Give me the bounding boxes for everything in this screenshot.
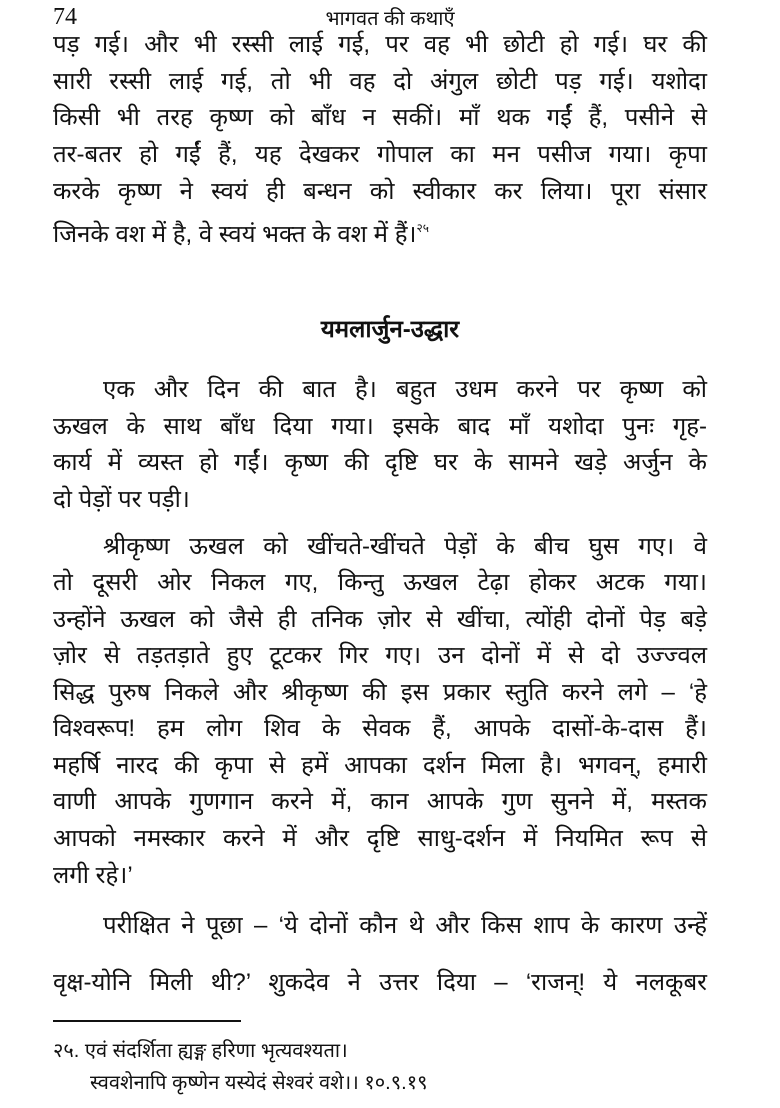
text-line: वृक्ष-योनि मिली थी?’ शुकदेव ने उत्तर दिया – ‘राजन्! ये नलकूबर [53, 969, 707, 996]
text-line: एक और दिन की बात है। बहुत उधम करने पर कृष्ण को [103, 376, 707, 403]
text-line: वाणी आपके गुणगान करने में, कान आपके गुण सुनने में, मस्तक [53, 788, 707, 815]
text-line: ऊखल के साथ बाँध दिया गया। इसके बाद माँ यशोदा पुनः गृह- [53, 413, 707, 440]
text-line: विश्वरूप! हम लोग शिव के सेवक हैं, आपके दासों-के-दास हैं। [53, 715, 707, 742]
running-title: भागवत की कथाएँ [325, 8, 455, 30]
footnote-line: स्ववशेनापि कृष्णेन यस्येदं सेश्वरं वशे।। १०.९.१९ [90, 1072, 428, 1094]
text-line [53, 210, 707, 246]
footnote-divider [53, 1020, 241, 1022]
text-line: आपको नमस्कार करने में और दृष्टि साधु-दर्शन में नियमित रूप से [53, 825, 707, 852]
text-line: तर-बतर हो गईं हैं, यह देखकर गोपाल का मन पसीज गया। कृपा [53, 141, 707, 168]
text-line-content: जिनके वश में है, वे स्वयं भक्त के वश में हैं। [53, 221, 417, 248]
text-line: सारी रस्सी लाई गई, तो भी वह दो अंगुल छोटी पड़ गई। यशोदा [53, 68, 707, 95]
text-line: करके कृष्ण ने स्वयं ही बन्धन को स्वीकार कर लिया। पूरा संसार [53, 178, 707, 205]
text-line: लगी रहे।’ [53, 862, 133, 889]
text-line: पड़ गई। और भी रस्सी लाई गई, पर वह भी छोटी हो गई। घर की [53, 31, 707, 58]
text-line: कार्य में व्यस्त हो गईं। कृष्ण की दृष्टि घर के सामने खड़े अर्जुन के [53, 449, 707, 476]
text-line: ज़ोर से तड़तड़ाते हुए टूटकर गिर गए। उन दोनों में से दो उज्ज्वल [53, 642, 707, 669]
footnote-line: २५. एवं संदर्शिता ह्यङ्ग हरिणा भृत्यवश्यता। [53, 1040, 348, 1062]
section-heading: यमलार्जुन-उद्धार [320, 316, 460, 343]
text-line: तो दूसरी ओर निकल गए, किन्तु ऊखल टेढ़ा होकर अटक गया। [53, 569, 707, 596]
text-line: दो पेड़ों पर पड़ी। [53, 486, 190, 513]
text-line: उन्होंने ऊखल को जैसे ही तनिक ज़ोर से खींचा, त्योंही दोनों पेड़ बड़े [53, 606, 707, 633]
text-line: श्रीकृष्ण ऊखल को खींचते-खींचते पेड़ों के बीच घुस गए। वे [103, 533, 707, 560]
text-line: महर्षि नारद की कृपा से हमें आपका दर्शन मिला है। भगवन्, हमारी [53, 752, 707, 779]
text-line: सिद्ध पुरुष निकले और श्रीकृष्ण की इस प्रकार स्तुति करने लगे – ‘हे [53, 679, 707, 706]
footnote-ref: २५ [416, 221, 430, 235]
text-line: परीक्षित ने पूछा – ‘ये दोनों कौन थे और किस शाप के कारण उन्हें [103, 912, 707, 939]
page-number: 74 [53, 4, 77, 30]
text-line: किसी भी तरह कृष्ण को बाँध न सकीं। माँ थक गईं हैं, पसीने से [53, 104, 707, 131]
